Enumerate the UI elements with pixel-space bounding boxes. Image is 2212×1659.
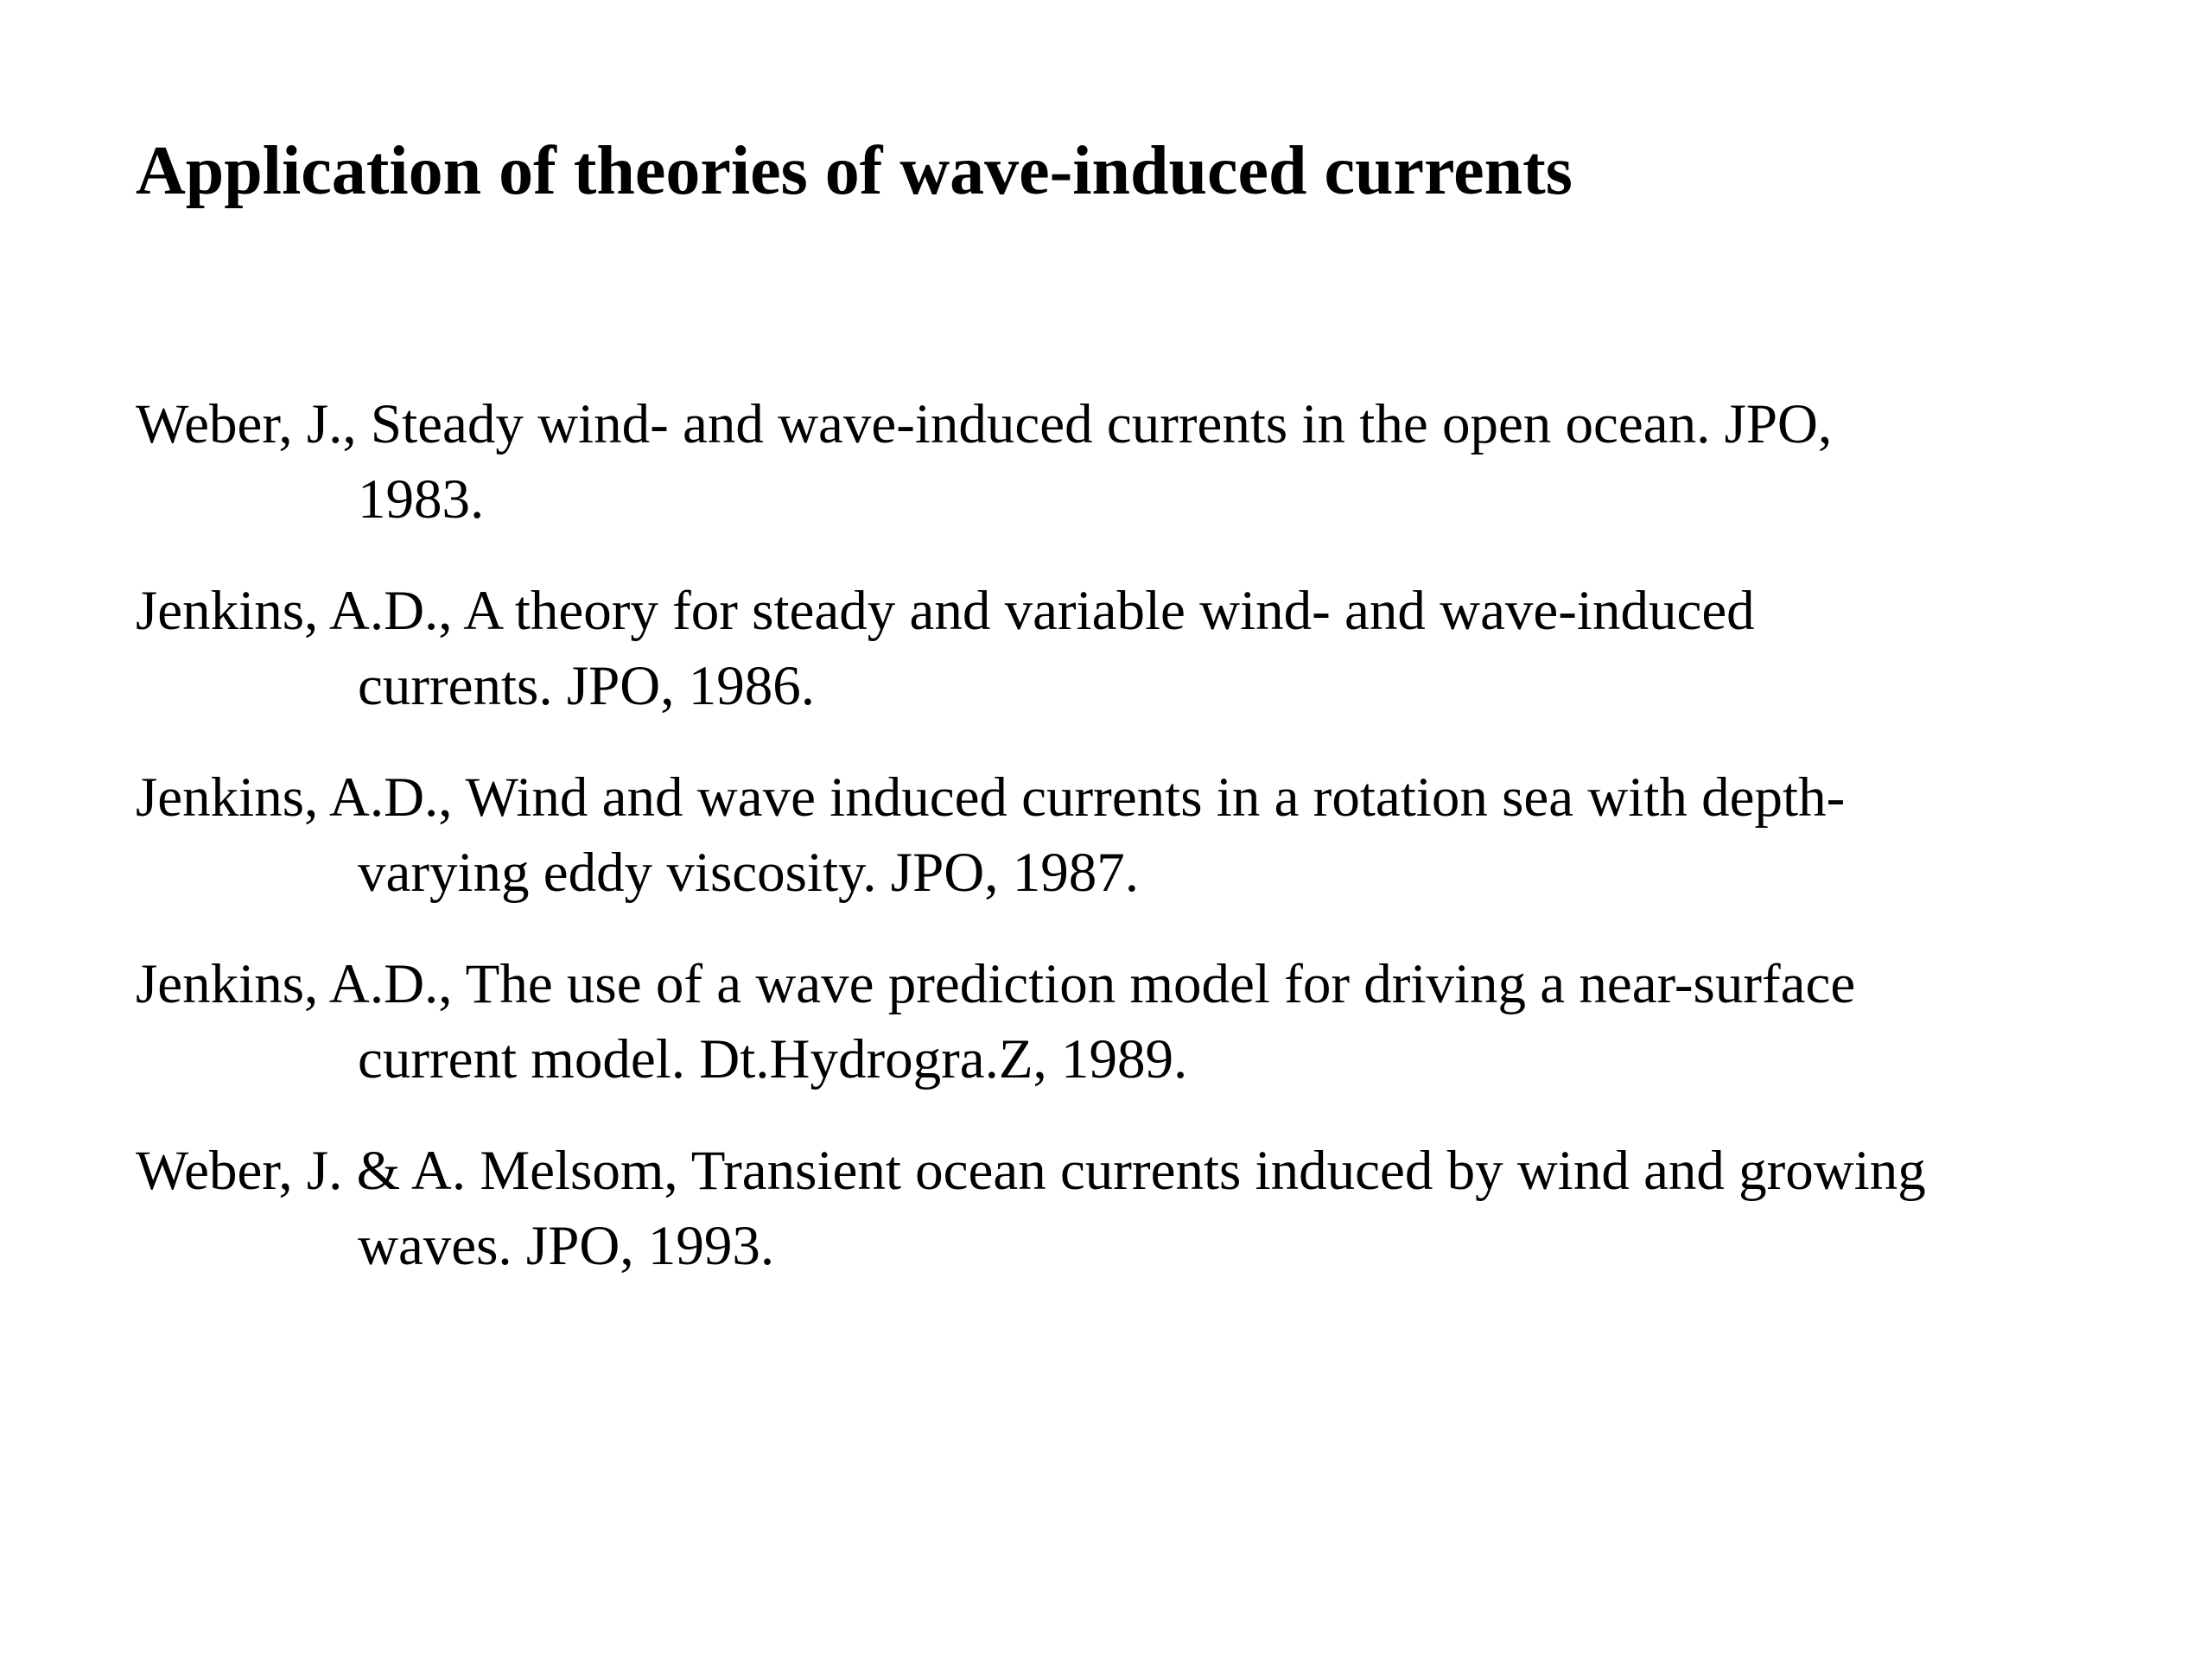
reference-line-continued: varying eddy viscosity. JPO, 1987. (358, 842, 1139, 904)
slide-title: Application of theories of wave-induced currents (136, 133, 1573, 209)
reference-line-continued: current model. Dt.Hydrogra.Z, 1989. (358, 1028, 1188, 1090)
reference-list (136, 387, 2149, 1320)
reference-line: Jenkins, A.D., The use of a wave prediction model for driving a near-surface (136, 953, 1856, 1015)
reference-item (136, 947, 2149, 1097)
reference-item (136, 387, 2149, 537)
reference-line-continued: currents. JPO, 1986. (358, 655, 815, 717)
reference-line: Jenkins, A.D., A theory for steady and variable wind- and wave-induced (136, 580, 1755, 642)
reference-line-continued: waves. JPO, 1993. (358, 1215, 775, 1277)
reference-line-continued: 1983. (358, 468, 485, 531)
reference-line: Weber, J. & A. Melsom, Transient ocean currents induced by wind and growing (136, 1140, 1926, 1202)
reference-item (136, 1134, 2149, 1284)
reference-item (136, 760, 2149, 911)
reference-item (136, 574, 2149, 724)
reference-line: Jenkins, A.D., Wind and wave induced currents in a rotation sea with depth- (136, 766, 1846, 829)
reference-line: Weber, J., Steady wind- and wave-induced currents in the open ocean. JPO, (136, 393, 1833, 455)
